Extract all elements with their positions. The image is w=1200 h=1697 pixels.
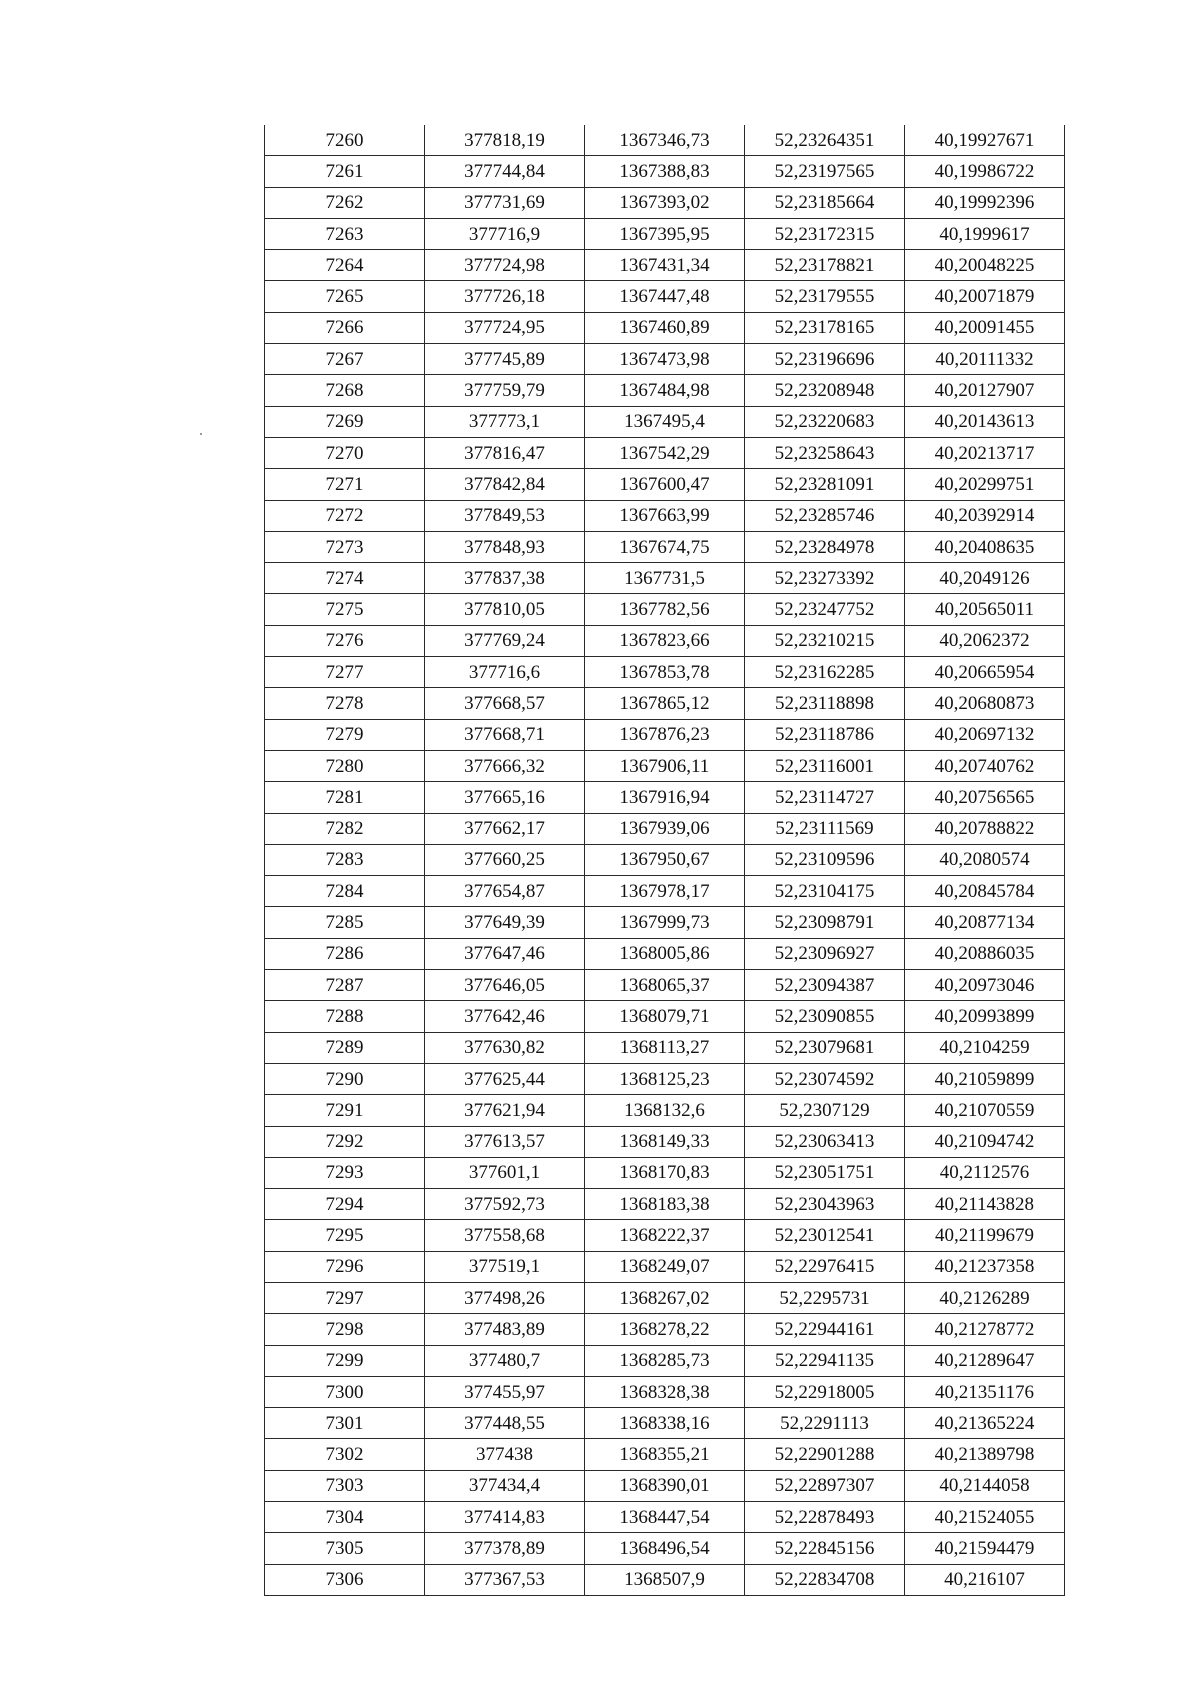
longitude-cell: 40,20299751: [905, 469, 1065, 500]
longitude-cell: 40,20740762: [905, 750, 1065, 781]
longitude-cell: 40,1999617: [905, 218, 1065, 249]
y-coordinate-cell: 1367663,99: [585, 500, 745, 531]
y-coordinate-cell: 1367865,12: [585, 688, 745, 719]
point-number-cell: 7263: [265, 218, 425, 249]
table-row: [265, 1376, 1065, 1407]
latitude-cell: 52,23090855: [745, 1001, 905, 1032]
latitude-cell: 52,22845156: [745, 1533, 905, 1564]
table-row: [265, 563, 1065, 594]
point-number-cell: 7276: [265, 625, 425, 656]
coordinates-table-body: [265, 125, 1065, 1595]
table-row: [265, 500, 1065, 531]
latitude-cell: 52,23196696: [745, 344, 905, 375]
point-number-cell: 7287: [265, 970, 425, 1001]
x-coordinate-cell: 377649,39: [425, 907, 585, 938]
longitude-cell: 40,21524055: [905, 1502, 1065, 1533]
point-number-cell: 7295: [265, 1220, 425, 1251]
point-number-cell: 7283: [265, 844, 425, 875]
x-coordinate-cell: 377601,1: [425, 1157, 585, 1188]
point-number-cell: 7291: [265, 1095, 425, 1126]
longitude-cell: 40,20565011: [905, 594, 1065, 625]
y-coordinate-cell: 1367782,56: [585, 594, 745, 625]
point-number-cell: 7289: [265, 1032, 425, 1063]
y-coordinate-cell: 1368328,38: [585, 1376, 745, 1407]
latitude-cell: 52,23210215: [745, 625, 905, 656]
y-coordinate-cell: 1368496,54: [585, 1533, 745, 1564]
point-number-cell: 7296: [265, 1251, 425, 1282]
latitude-cell: 52,23096927: [745, 938, 905, 969]
latitude-cell: 52,23051751: [745, 1157, 905, 1188]
table-row: [265, 1345, 1065, 1376]
latitude-cell: 52,23118898: [745, 688, 905, 719]
point-number-cell: 7302: [265, 1439, 425, 1470]
longitude-cell: 40,20091455: [905, 312, 1065, 343]
x-coordinate-cell: 377519,1: [425, 1251, 585, 1282]
point-number-cell: 7268: [265, 375, 425, 406]
y-coordinate-cell: 1367876,23: [585, 719, 745, 750]
latitude-cell: 52,23118786: [745, 719, 905, 750]
y-coordinate-cell: 1367823,66: [585, 625, 745, 656]
x-coordinate-cell: 377665,16: [425, 782, 585, 813]
y-coordinate-cell: 1368338,16: [585, 1408, 745, 1439]
y-coordinate-cell: 1367542,29: [585, 437, 745, 468]
table-row: [265, 1063, 1065, 1094]
table-row: [265, 1564, 1065, 1595]
longitude-cell: 40,21143828: [905, 1189, 1065, 1220]
longitude-cell: 40,21094742: [905, 1126, 1065, 1157]
x-coordinate-cell: 377642,46: [425, 1001, 585, 1032]
table-row: [265, 187, 1065, 218]
point-number-cell: 7284: [265, 876, 425, 907]
latitude-cell: 52,23197565: [745, 156, 905, 187]
point-number-cell: 7280: [265, 750, 425, 781]
table-row: [265, 1470, 1065, 1501]
longitude-cell: 40,21365224: [905, 1408, 1065, 1439]
y-coordinate-cell: 1367388,83: [585, 156, 745, 187]
latitude-cell: 52,23172315: [745, 218, 905, 249]
table-row: [265, 125, 1065, 156]
y-coordinate-cell: 1367950,67: [585, 844, 745, 875]
longitude-cell: 40,2104259: [905, 1032, 1065, 1063]
x-coordinate-cell: 377731,69: [425, 187, 585, 218]
table-row: [265, 375, 1065, 406]
table-row: [265, 625, 1065, 656]
y-coordinate-cell: 1367473,98: [585, 344, 745, 375]
table-row: [265, 1439, 1065, 1470]
table-row: [265, 1126, 1065, 1157]
table-row: [265, 344, 1065, 375]
table-row: [265, 437, 1065, 468]
longitude-cell: 40,2049126: [905, 563, 1065, 594]
x-coordinate-cell: 377438: [425, 1439, 585, 1470]
latitude-cell: 52,23114727: [745, 782, 905, 813]
point-number-cell: 7271: [265, 469, 425, 500]
point-number-cell: 7267: [265, 344, 425, 375]
table-row: [265, 688, 1065, 719]
y-coordinate-cell: 1367916,94: [585, 782, 745, 813]
point-number-cell: 7261: [265, 156, 425, 187]
longitude-cell: 40,21389798: [905, 1439, 1065, 1470]
y-coordinate-cell: 1368355,21: [585, 1439, 745, 1470]
y-coordinate-cell: 1368267,02: [585, 1282, 745, 1313]
point-number-cell: 7264: [265, 250, 425, 281]
point-number-cell: 7281: [265, 782, 425, 813]
point-number-cell: 7286: [265, 938, 425, 969]
x-coordinate-cell: 377630,82: [425, 1032, 585, 1063]
y-coordinate-cell: 1368065,37: [585, 970, 745, 1001]
x-coordinate-cell: 377654,87: [425, 876, 585, 907]
table-row: [265, 907, 1065, 938]
point-number-cell: 7269: [265, 406, 425, 437]
y-coordinate-cell: 1368249,07: [585, 1251, 745, 1282]
latitude-cell: 52,23111569: [745, 813, 905, 844]
longitude-cell: 40,20111332: [905, 344, 1065, 375]
longitude-cell: 40,19986722: [905, 156, 1065, 187]
x-coordinate-cell: 377744,84: [425, 156, 585, 187]
point-number-cell: 7275: [265, 594, 425, 625]
longitude-cell: 40,216107: [905, 1564, 1065, 1595]
latitude-cell: 52,22901288: [745, 1439, 905, 1470]
point-number-cell: 7279: [265, 719, 425, 750]
y-coordinate-cell: 1367395,95: [585, 218, 745, 249]
x-coordinate-cell: 377716,9: [425, 218, 585, 249]
x-coordinate-cell: 377621,94: [425, 1095, 585, 1126]
point-number-cell: 7272: [265, 500, 425, 531]
table-row: [265, 1408, 1065, 1439]
point-number-cell: 7265: [265, 281, 425, 312]
latitude-cell: 52,22897307: [745, 1470, 905, 1501]
x-coordinate-cell: 377558,68: [425, 1220, 585, 1251]
y-coordinate-cell: 1367674,75: [585, 531, 745, 562]
longitude-cell: 40,20143613: [905, 406, 1065, 437]
table-row: [265, 1314, 1065, 1345]
table-row: [265, 970, 1065, 1001]
longitude-cell: 40,20697132: [905, 719, 1065, 750]
latitude-cell: 52,23104175: [745, 876, 905, 907]
point-number-cell: 7266: [265, 312, 425, 343]
table-row: [265, 719, 1065, 750]
longitude-cell: 40,20877134: [905, 907, 1065, 938]
y-coordinate-cell: 1368079,71: [585, 1001, 745, 1032]
y-coordinate-cell: 1368113,27: [585, 1032, 745, 1063]
point-number-cell: 7285: [265, 907, 425, 938]
x-coordinate-cell: 377455,97: [425, 1376, 585, 1407]
x-coordinate-cell: 377816,47: [425, 437, 585, 468]
latitude-cell: 52,23208948: [745, 375, 905, 406]
x-coordinate-cell: 377668,71: [425, 719, 585, 750]
latitude-cell: 52,23178165: [745, 312, 905, 343]
table-row: [265, 594, 1065, 625]
table-row: [265, 281, 1065, 312]
longitude-cell: 40,21059899: [905, 1063, 1065, 1094]
y-coordinate-cell: 1367484,98: [585, 375, 745, 406]
latitude-cell: 52,23043963: [745, 1189, 905, 1220]
table-row: [265, 531, 1065, 562]
table-row: [265, 1001, 1065, 1032]
latitude-cell: 52,23273392: [745, 563, 905, 594]
point-number-cell: 7260: [265, 125, 425, 156]
latitude-cell: 52,22834708: [745, 1564, 905, 1595]
latitude-cell: 52,23063413: [745, 1126, 905, 1157]
x-coordinate-cell: 377842,84: [425, 469, 585, 500]
point-number-cell: 7304: [265, 1502, 425, 1533]
table-row: [265, 1032, 1065, 1063]
x-coordinate-cell: 377716,6: [425, 657, 585, 688]
longitude-cell: 40,21237358: [905, 1251, 1065, 1282]
y-coordinate-cell: 1367853,78: [585, 657, 745, 688]
longitude-cell: 40,2126289: [905, 1282, 1065, 1313]
y-coordinate-cell: 1368125,23: [585, 1063, 745, 1094]
x-coordinate-cell: 377848,93: [425, 531, 585, 562]
y-coordinate-cell: 1367431,34: [585, 250, 745, 281]
point-number-cell: 7299: [265, 1345, 425, 1376]
point-number-cell: 7293: [265, 1157, 425, 1188]
longitude-cell: 40,20788822: [905, 813, 1065, 844]
table-row: [265, 750, 1065, 781]
x-coordinate-cell: 377448,55: [425, 1408, 585, 1439]
point-number-cell: 7301: [265, 1408, 425, 1439]
latitude-cell: 52,23258643: [745, 437, 905, 468]
latitude-cell: 52,23185664: [745, 187, 905, 218]
y-coordinate-cell: 1368278,22: [585, 1314, 745, 1345]
y-coordinate-cell: 1367978,17: [585, 876, 745, 907]
point-number-cell: 7294: [265, 1189, 425, 1220]
x-coordinate-cell: 377759,79: [425, 375, 585, 406]
longitude-cell: 40,20213717: [905, 437, 1065, 468]
x-coordinate-cell: 377660,25: [425, 844, 585, 875]
y-coordinate-cell: 1368285,73: [585, 1345, 745, 1376]
longitude-cell: 40,20127907: [905, 375, 1065, 406]
latitude-cell: 52,23284978: [745, 531, 905, 562]
x-coordinate-cell: 377837,38: [425, 563, 585, 594]
x-coordinate-cell: 377434,4: [425, 1470, 585, 1501]
latitude-cell: 52,2307129: [745, 1095, 905, 1126]
table-row: [265, 1251, 1065, 1282]
latitude-cell: 52,22976415: [745, 1251, 905, 1282]
table-row: [265, 1157, 1065, 1188]
x-coordinate-cell: 377414,83: [425, 1502, 585, 1533]
point-number-cell: 7262: [265, 187, 425, 218]
latitude-cell: 52,23162285: [745, 657, 905, 688]
longitude-cell: 40,20048225: [905, 250, 1065, 281]
y-coordinate-cell: 1368132,6: [585, 1095, 745, 1126]
longitude-cell: 40,20845784: [905, 876, 1065, 907]
latitude-cell: 52,23179555: [745, 281, 905, 312]
longitude-cell: 40,21351176: [905, 1376, 1065, 1407]
latitude-cell: 52,23220683: [745, 406, 905, 437]
y-coordinate-cell: 1367939,06: [585, 813, 745, 844]
x-coordinate-cell: 377592,73: [425, 1189, 585, 1220]
longitude-cell: 40,20973046: [905, 970, 1065, 1001]
x-coordinate-cell: 377724,95: [425, 312, 585, 343]
table-row: [265, 469, 1065, 500]
y-coordinate-cell: 1368183,38: [585, 1189, 745, 1220]
y-coordinate-cell: 1368149,33: [585, 1126, 745, 1157]
coordinates-table: [264, 125, 1065, 1596]
x-coordinate-cell: 377625,44: [425, 1063, 585, 1094]
y-coordinate-cell: 1367731,5: [585, 563, 745, 594]
latitude-cell: 52,23247752: [745, 594, 905, 625]
y-coordinate-cell: 1368447,54: [585, 1502, 745, 1533]
x-coordinate-cell: 377367,53: [425, 1564, 585, 1595]
y-coordinate-cell: 1368390,01: [585, 1470, 745, 1501]
y-coordinate-cell: 1367600,47: [585, 469, 745, 500]
point-number-cell: 7273: [265, 531, 425, 562]
x-coordinate-cell: 377769,24: [425, 625, 585, 656]
x-coordinate-cell: 377480,7: [425, 1345, 585, 1376]
table-row: [265, 844, 1065, 875]
x-coordinate-cell: 377647,46: [425, 938, 585, 969]
point-number-cell: 7274: [265, 563, 425, 594]
table-row: [265, 876, 1065, 907]
longitude-cell: 40,21594479: [905, 1533, 1065, 1564]
longitude-cell: 40,20886035: [905, 938, 1065, 969]
latitude-cell: 52,23285746: [745, 500, 905, 531]
point-number-cell: 7300: [265, 1376, 425, 1407]
x-coordinate-cell: 377646,05: [425, 970, 585, 1001]
longitude-cell: 40,20680873: [905, 688, 1065, 719]
latitude-cell: 52,23109596: [745, 844, 905, 875]
point-number-cell: 7306: [265, 1564, 425, 1595]
longitude-cell: 40,2144058: [905, 1470, 1065, 1501]
latitude-cell: 52,22941135: [745, 1345, 905, 1376]
x-coordinate-cell: 377668,57: [425, 688, 585, 719]
table-row: [265, 1502, 1065, 1533]
y-coordinate-cell: 1367447,48: [585, 281, 745, 312]
table-row: [265, 250, 1065, 281]
longitude-cell: 40,2062372: [905, 625, 1065, 656]
point-number-cell: 7278: [265, 688, 425, 719]
y-coordinate-cell: 1367906,11: [585, 750, 745, 781]
longitude-cell: 40,20392914: [905, 500, 1065, 531]
x-coordinate-cell: 377773,1: [425, 406, 585, 437]
table-row: [265, 1282, 1065, 1313]
y-coordinate-cell: 1367999,73: [585, 907, 745, 938]
y-coordinate-cell: 1368507,9: [585, 1564, 745, 1595]
table-row: [265, 1533, 1065, 1564]
table-row: [265, 1189, 1065, 1220]
longitude-cell: 40,20993899: [905, 1001, 1065, 1032]
latitude-cell: 52,23012541: [745, 1220, 905, 1251]
point-number-cell: 7270: [265, 437, 425, 468]
x-coordinate-cell: 377818,19: [425, 125, 585, 156]
y-coordinate-cell: 1367495,4: [585, 406, 745, 437]
latitude-cell: 52,23098791: [745, 907, 905, 938]
x-coordinate-cell: 377613,57: [425, 1126, 585, 1157]
table-row: [265, 813, 1065, 844]
latitude-cell: 52,22944161: [745, 1314, 905, 1345]
table-row: [265, 406, 1065, 437]
table-row: [265, 782, 1065, 813]
point-number-cell: 7277: [265, 657, 425, 688]
x-coordinate-cell: 377498,26: [425, 1282, 585, 1313]
latitude-cell: 52,2291113: [745, 1408, 905, 1439]
point-number-cell: 7288: [265, 1001, 425, 1032]
scan-speck: [200, 433, 202, 435]
longitude-cell: 40,21278772: [905, 1314, 1065, 1345]
longitude-cell: 40,20665954: [905, 657, 1065, 688]
table-row: [265, 1220, 1065, 1251]
longitude-cell: 40,21199679: [905, 1220, 1065, 1251]
x-coordinate-cell: 377378,89: [425, 1533, 585, 1564]
point-number-cell: 7290: [265, 1063, 425, 1094]
x-coordinate-cell: 377666,32: [425, 750, 585, 781]
latitude-cell: 52,23074592: [745, 1063, 905, 1094]
table-row: [265, 312, 1065, 343]
y-coordinate-cell: 1367460,89: [585, 312, 745, 343]
longitude-cell: 40,20408635: [905, 531, 1065, 562]
latitude-cell: 52,22918005: [745, 1376, 905, 1407]
longitude-cell: 40,21070559: [905, 1095, 1065, 1126]
x-coordinate-cell: 377662,17: [425, 813, 585, 844]
table-row: [265, 938, 1065, 969]
latitude-cell: 52,23079681: [745, 1032, 905, 1063]
latitude-cell: 52,23178821: [745, 250, 905, 281]
latitude-cell: 52,2295731: [745, 1282, 905, 1313]
longitude-cell: 40,20071879: [905, 281, 1065, 312]
latitude-cell: 52,23281091: [745, 469, 905, 500]
point-number-cell: 7292: [265, 1126, 425, 1157]
point-number-cell: 7303: [265, 1470, 425, 1501]
latitude-cell: 52,23116001: [745, 750, 905, 781]
table-row: [265, 1095, 1065, 1126]
latitude-cell: 52,22878493: [745, 1502, 905, 1533]
y-coordinate-cell: 1368005,86: [585, 938, 745, 969]
x-coordinate-cell: 377849,53: [425, 500, 585, 531]
y-coordinate-cell: 1367393,02: [585, 187, 745, 218]
x-coordinate-cell: 377724,98: [425, 250, 585, 281]
longitude-cell: 40,21289647: [905, 1345, 1065, 1376]
table-row: [265, 218, 1065, 249]
longitude-cell: 40,2080574: [905, 844, 1065, 875]
point-number-cell: 7297: [265, 1282, 425, 1313]
longitude-cell: 40,2112576: [905, 1157, 1065, 1188]
x-coordinate-cell: 377483,89: [425, 1314, 585, 1345]
table-row: [265, 156, 1065, 187]
point-number-cell: 7305: [265, 1533, 425, 1564]
y-coordinate-cell: 1367346,73: [585, 125, 745, 156]
x-coordinate-cell: 377810,05: [425, 594, 585, 625]
longitude-cell: 40,20756565: [905, 782, 1065, 813]
y-coordinate-cell: 1368170,83: [585, 1157, 745, 1188]
point-number-cell: 7282: [265, 813, 425, 844]
longitude-cell: 40,19927671: [905, 125, 1065, 156]
x-coordinate-cell: 377726,18: [425, 281, 585, 312]
x-coordinate-cell: 377745,89: [425, 344, 585, 375]
longitude-cell: 40,19992396: [905, 187, 1065, 218]
point-number-cell: 7298: [265, 1314, 425, 1345]
y-coordinate-cell: 1368222,37: [585, 1220, 745, 1251]
latitude-cell: 52,23264351: [745, 125, 905, 156]
latitude-cell: 52,23094387: [745, 970, 905, 1001]
table-row: [265, 657, 1065, 688]
